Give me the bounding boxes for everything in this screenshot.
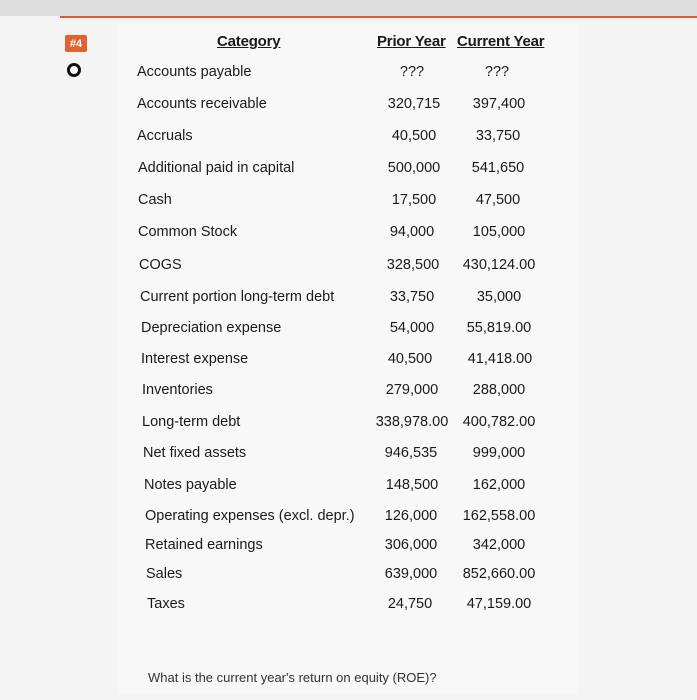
row-current-value: 342,000: [472, 537, 526, 553]
table-row: [0, 128, 697, 158]
row-category: Sales: [146, 566, 183, 582]
row-prior-value: ???: [399, 64, 425, 80]
top-rule: [60, 16, 697, 18]
row-category: Long-term debt: [142, 414, 241, 430]
row-prior-value: 33,750: [389, 289, 435, 305]
row-current-value: 430,124.00: [462, 257, 536, 273]
row-prior-value: 24,750: [387, 596, 433, 612]
table-row: [0, 320, 697, 350]
row-current-value: 541,650: [471, 160, 525, 176]
row-category: Operating expenses (excl. depr.): [145, 508, 355, 524]
row-current-value: 162,000: [472, 477, 526, 493]
row-category: Accruals: [137, 128, 193, 144]
row-category: Interest expense: [141, 351, 249, 367]
row-category: Taxes: [147, 596, 185, 612]
row-prior-value: 40,500: [391, 128, 437, 144]
question-number-badge: #4: [65, 35, 87, 52]
table-row: [0, 257, 697, 287]
row-category: Accounts payable: [137, 64, 252, 80]
row-current-value: 397,400: [472, 96, 526, 112]
row-prior-value: 946,535: [384, 445, 438, 461]
row-current-value: 47,159.00: [466, 596, 532, 612]
row-prior-value: 54,000: [389, 320, 435, 336]
table-row: [0, 537, 697, 567]
row-category: Accounts receivable: [137, 96, 267, 112]
row-prior-value: 126,000: [384, 508, 438, 524]
table-row: [0, 596, 697, 626]
row-category: COGS: [139, 257, 182, 273]
row-current-value: 47,500: [475, 192, 521, 208]
row-current-value: 33,750: [475, 128, 521, 144]
row-prior-value: 40,500: [387, 351, 433, 367]
row-current-value: 35,000: [476, 289, 522, 305]
header-current-year: Current Year: [457, 33, 545, 50]
row-category: Retained earnings: [145, 537, 263, 553]
row-category: Additional paid in capital: [138, 160, 295, 176]
top-strip: [0, 0, 697, 16]
row-prior-value: 279,000: [385, 382, 439, 398]
question-text: What is the current year's return on equity (ROE)?: [148, 670, 437, 685]
row-prior-value: 639,000: [384, 566, 438, 582]
row-prior-value: 500,000: [387, 160, 441, 176]
row-prior-value: 320,715: [387, 96, 441, 112]
table-row: [0, 64, 697, 94]
table-row: [0, 445, 697, 475]
table-row: [0, 477, 697, 507]
row-prior-value: 94,000: [389, 224, 435, 240]
table-row: [0, 289, 697, 319]
row-current-value: 852,660.00: [462, 566, 536, 582]
row-current-value: 162,558.00: [462, 508, 536, 524]
row-current-value: 55,819.00: [466, 320, 532, 336]
row-category: Inventories: [142, 382, 213, 398]
table-row: [0, 382, 697, 412]
row-current-value: 999,000: [472, 445, 526, 461]
row-prior-value: 306,000: [384, 537, 438, 553]
table-row: [0, 96, 697, 126]
table-row: [0, 566, 697, 596]
row-current-value: 400,782.00: [462, 414, 536, 430]
row-current-value: 41,418.00: [467, 351, 533, 367]
row-category: Common Stock: [138, 224, 238, 240]
table-row: [0, 224, 697, 254]
table-row: [0, 508, 697, 538]
table-row: [0, 160, 697, 190]
header-prior-year: Prior Year: [377, 33, 446, 50]
table-row: [0, 414, 697, 444]
header-category: Category: [217, 33, 281, 50]
row-category: Cash: [138, 192, 172, 208]
row-current-value: 288,000: [472, 382, 526, 398]
table-row: [0, 351, 697, 381]
row-category: Notes payable: [144, 477, 237, 493]
row-prior-value: 328,500: [386, 257, 440, 273]
row-category: Current portion long-term debt: [140, 289, 335, 305]
row-current-value: ???: [484, 64, 510, 80]
row-current-value: 105,000: [472, 224, 526, 240]
row-category: Depreciation expense: [141, 320, 282, 336]
row-prior-value: 17,500: [391, 192, 437, 208]
row-category: Net fixed assets: [143, 445, 247, 461]
table-row: [0, 192, 697, 222]
row-prior-value: 148,500: [385, 477, 439, 493]
row-prior-value: 338,978.00: [375, 414, 449, 430]
